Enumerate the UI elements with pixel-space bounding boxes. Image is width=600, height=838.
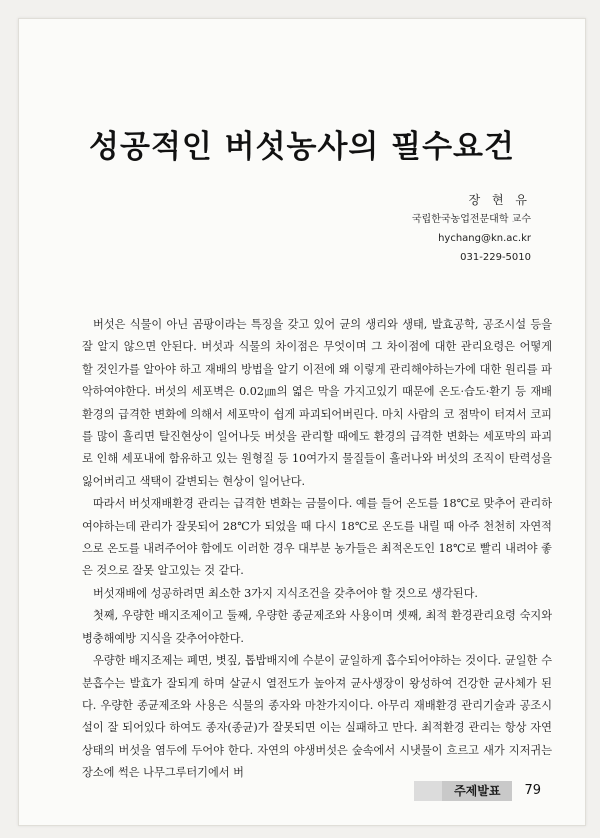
author-name: 장 현 유 (468, 193, 531, 207)
paragraph: 버섯은 식물이 아닌 곰팡이라는 특징을 갖고 있어 균의 생리와 생태, 발효공학, 공조시설 등을 잘 알지 않으면 안된다. 버섯과 식물의 차이점은 무엇이며 그 차이점에 대한 관리요령은 어떻게 할 것인가를 알아야 하고 재배의 방법을 알기 이전에 왜 이렇게 관리해야하는가에 대한 원리를 파악하여야한다. 버섯의 세포벽은 0.02㎛의 엷은 막을 가지고있기 때문에 온도·습도·환기 등 재배환경의 급격한 변화에 의해서 세포막이 쉽게 파괴되어버린다. 마치 사람의 코 점막이 터져서 코피를 많이 흘리면 탈진현상이 일어나듯 버섯을 관리할 때에도 환경의 급격한 변화는 세포막의 파괴로 인해 세포내에 함유하고 있는 원형질 등 10여가지 물질들이 흘러나와 버섯의 조직이 탄력성을 잃어버리고 색택이 갈변되는 현상이 일어난다. (82, 318, 552, 488)
author-affiliation: 국립한국농업전문대학 교수 (411, 214, 531, 225)
paragraph: 우량한 배지조제는 폐면, 볏짚, 톱밥배지에 수분이 균일하게 흡수되어야하는 것이다. 균일한 수분흡수는 발효가 잘되게 하며 살균시 열전도가 높아져 균사생장이 왕성하여 건강한 균사체가 된다. 우량한 종균제조와 사용은 식물의 종자와 마찬가지이다. 아무리 재배환경 관리기술과 공조시설이 잘 되어있다 하여도 종자(종균)가 잘못되면 이는 실패하고 만다. 최적환경 관리는 항상 자연상태의 버섯을 염두에 두어야 한다. 자연의 야생버섯은 숲속에서 시냇물이 흐르고 새가 지저귀는 장소에 썩은 나무그루터기에서 버 (82, 654, 552, 780)
footer-decor-bar (414, 781, 442, 801)
paragraph: 첫째, 우량한 배지조제이고 둘째, 우량한 종균제조와 사용이며 셋째, 최적 환경관리요령 숙지와 병충해예방 지식을 갖추어야한다. (82, 609, 552, 645)
paragraph: 따라서 버섯재배환경 관리는 급격한 변화는 금물이다. 예를 들어 온도를 18℃로 맞추어 관리하여야하는데 관리가 잘못되어 28℃가 되었을 때 다시 18℃로 온도를 내릴 때 아주 천천히 자연적으로 온도를 내려주어야 함에도 이러한 경우 대부분 농가들은 최적온도인 18℃로 빨리 내려야 좋은 것으로 잘못 알고있는 것 같다. (82, 497, 552, 578)
author-email: hychang@kn.ac.kr (438, 233, 531, 244)
article-title: 성공적인 버섯농사의 필수요건 (89, 129, 515, 165)
author-block (412, 191, 531, 267)
page-footer (414, 781, 545, 801)
document-page (18, 18, 586, 826)
paragraph: 버섯재배에 성공하려면 최소한 3가지 지식조건을 갖추어야 할 것으로 생각된다. (93, 586, 478, 600)
section-label: 주제발표 (442, 781, 512, 801)
page-number: 79 (524, 783, 541, 798)
author-phone: 031-229-5010 (460, 252, 531, 263)
article-body (82, 314, 552, 785)
